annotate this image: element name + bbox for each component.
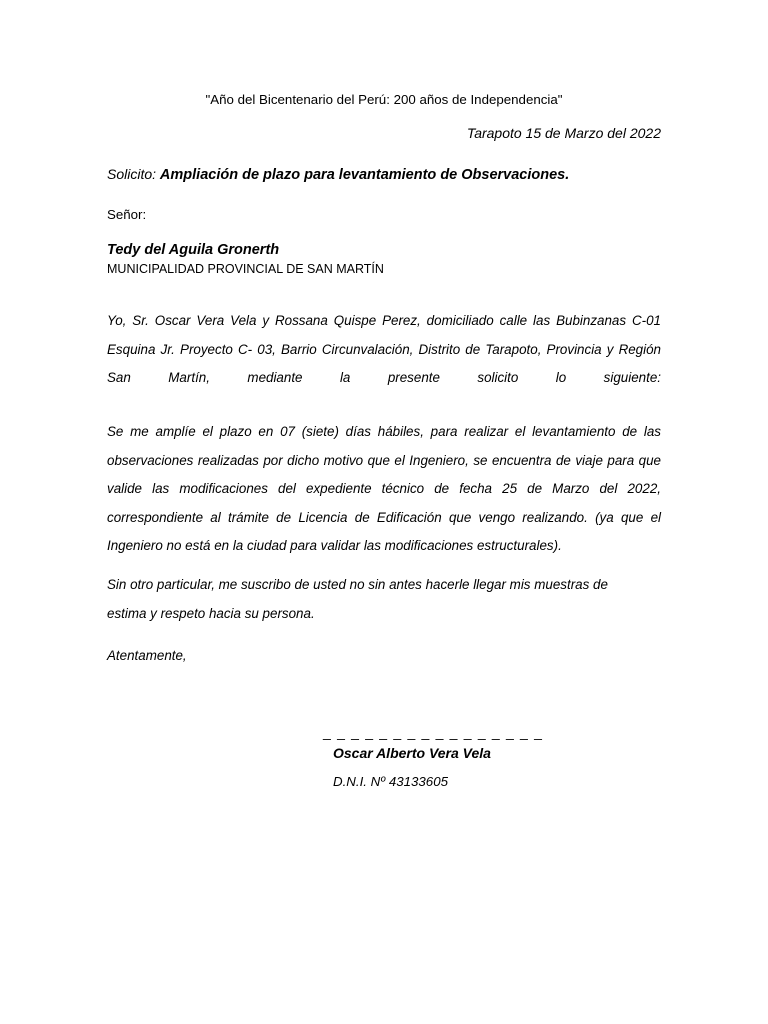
paragraph-line: valide las modificaciones del expediente técnico de fecha 25 de Marzo del 2022, <box>107 481 661 497</box>
paragraph-request <box>107 418 661 561</box>
paragraph-line: San Martín, mediante la presente solicito lo siguiente: <box>107 370 661 386</box>
recipient-organization: MUNICIPALIDAD PROVINCIAL DE SAN MARTÍN <box>107 262 384 276</box>
recipient-name: Tedy del Aguila Gronerth <box>107 242 280 258</box>
closing: Atentamente, <box>107 648 187 663</box>
signer-name: Oscar Alberto Vera Vela <box>333 745 491 761</box>
paragraph-line: Se me amplíe el plazo en 07 (siete) días hábiles, para realizar el levantamiento de las <box>107 424 661 439</box>
solicito-label: Solicito: <box>107 166 160 182</box>
signature-line: _ _ _ _ _ _ _ _ _ _ _ _ _ _ _ _ <box>323 724 544 740</box>
salutation: Señor: <box>107 207 147 222</box>
solicito-subject: Ampliación de plazo para levantamiento de Observaciones. <box>159 167 570 183</box>
paragraph-line: Ingeniero no está en la ciudad para validar las modificaciones estructurales). <box>107 538 562 554</box>
paragraph-line: Sin otro particular, me suscribo de usted no sin antes hacerle llegar mis muestras de <box>107 577 608 592</box>
paragraph-line: Esquina Jr. Proyecto C- 03, Barrio Circunvalación, Distrito de Tarapoto, Provincia y Región <box>107 341 661 357</box>
paragraph-introduction <box>107 307 661 393</box>
solicito-line <box>107 166 569 183</box>
signer-dni: D.N.I. Nº 43133605 <box>333 774 448 789</box>
paragraph-line: Yo, Sr. Oscar Vera Vela y Rossana Quispe Perez, domiciliado calle las Bubinzanas C-01 <box>107 313 661 328</box>
paragraph-line: correspondiente al trámite de Licencia de Edificación que vengo realizando. (ya que el <box>107 509 661 525</box>
paragraph-line: estima y respeto hacia su persona. <box>107 605 315 621</box>
paragraph-farewell <box>107 571 661 628</box>
letter-heading: "Año del Bicentenario del Perú: 200 años de Independencia" <box>205 92 563 107</box>
paragraph-line: observaciones realizadas por dicho motivo que el Ingeniero, se encuentra de viaje para que <box>107 452 661 468</box>
place-date: Tarapoto 15 de Marzo del 2022 <box>466 125 661 141</box>
